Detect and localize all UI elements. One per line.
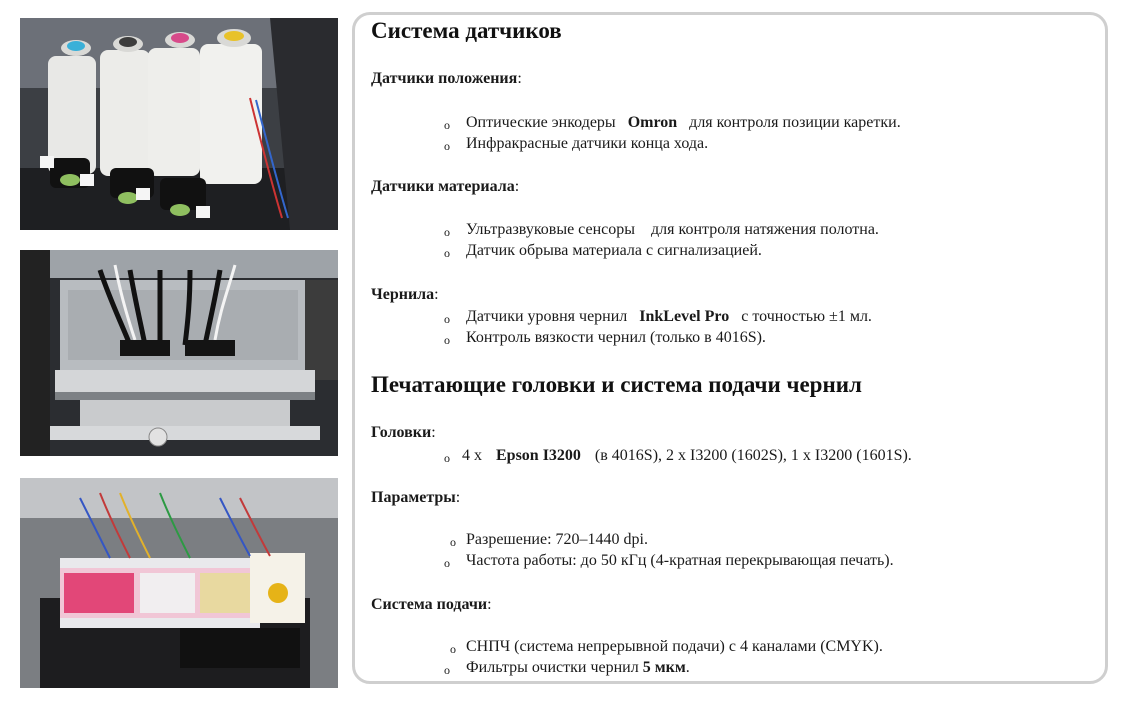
list-item: Датчик обрыва материала с сигнализацией.	[466, 242, 762, 259]
ink-sensors-label: Чернила:	[371, 286, 439, 303]
list-item: Оптические энкодеры Omron для контроля позиции каретки.	[466, 114, 901, 131]
list-item: 4 x Epson I3200 (в 4016S), 2 x I3200 (1602S), 1 x I3200 (1601S).	[462, 447, 912, 464]
list-item: СНПЧ (система непрерывной подачи) с 4 каналами (CMYK).	[466, 638, 883, 655]
ink-cartridge-photo	[20, 478, 338, 688]
bullet-icon: o	[450, 642, 456, 656]
bullet-icon: o	[444, 663, 450, 677]
heads-label: Головки:	[371, 424, 436, 441]
list-item: Ультразвуковые сенсоры для контроля натяжения полотна.	[466, 221, 879, 238]
list-item: Датчики уровня чернил InkLevel Pro с точностью ±1 мл.	[466, 308, 872, 325]
bullet-icon: o	[444, 556, 450, 570]
bullet-icon: o	[444, 246, 450, 260]
material-sensors-label: Датчики материала:	[371, 178, 520, 195]
printhead-carriage-photo	[20, 250, 338, 456]
list-item: Фильтры очистки чернил 5 мкм.	[466, 659, 690, 676]
list-item: Разрешение: 720–1440 dpi.	[466, 531, 648, 548]
bullet-icon: o	[444, 312, 450, 326]
bullet-icon: o	[444, 225, 450, 239]
supply-label: Система подачи:	[371, 596, 492, 613]
bullet-icon: o	[450, 535, 456, 549]
bullet-icon: o	[444, 139, 450, 153]
list-item: Инфракрасные датчики конца хода.	[466, 135, 709, 152]
bullet-icon: o	[444, 118, 450, 132]
sensors-section-title: Система датчиков	[371, 18, 562, 43]
bullet-icon: o	[444, 333, 450, 347]
list-item: Контроль вязкости чернил (только в 4016S).	[466, 329, 766, 346]
list-item: Частота работы: до 50 кГц (4-кратная перекрывающая печать).	[466, 552, 894, 569]
heads-section-title: Печатающие головки и система подачи чернил	[371, 372, 862, 397]
position-sensors-label: Датчики положения:	[371, 70, 522, 87]
specs-panel	[352, 12, 1108, 684]
params-label: Параметры:	[371, 489, 461, 506]
ink-tanks-photo	[20, 18, 338, 230]
bullet-icon: o	[444, 451, 450, 465]
